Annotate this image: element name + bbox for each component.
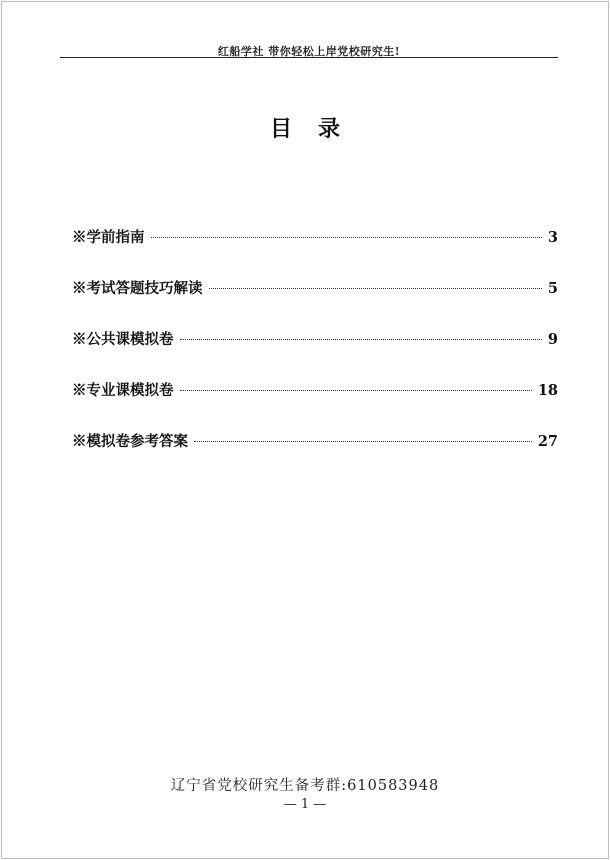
toc-leader-dots [209,288,542,289]
toc-entry-label: ※专业课模拟卷 [72,382,174,399]
toc-entry-label: ※学前指南 [72,229,145,246]
toc-entry-page: 5 [547,280,558,297]
toc-entry[interactable] [72,226,558,277]
toc-entry[interactable] [72,328,558,379]
toc-entry-label: ※考试答题技巧解读 [72,280,203,297]
page-header: 红船学社 带你轻松上岸党校研究生! [217,45,401,58]
toc-leader-dots [151,237,542,238]
toc-entry-page: 18 [537,382,558,399]
toc-entry-label: ※模拟卷参考答案 [72,433,188,450]
toc-entry-page: 27 [537,433,558,450]
toc-entry[interactable] [72,430,558,481]
page-footer: 辽宁省党校研究生备考群:610583948 [170,778,440,794]
toc-entry-page: 9 [547,331,558,348]
toc-leader-dots [180,339,542,340]
toc-entry-label: ※公共课模拟卷 [72,331,174,348]
toc-leader-dots [194,441,532,442]
table-of-contents [72,226,558,481]
page-number: — 1 — [283,797,327,812]
toc-entry[interactable] [72,277,558,328]
toc-title: 目录 [269,116,366,142]
header-rule [60,57,558,58]
toc-entry[interactable] [72,379,558,430]
toc-entry-page: 3 [547,229,558,246]
toc-leader-dots [180,390,532,391]
